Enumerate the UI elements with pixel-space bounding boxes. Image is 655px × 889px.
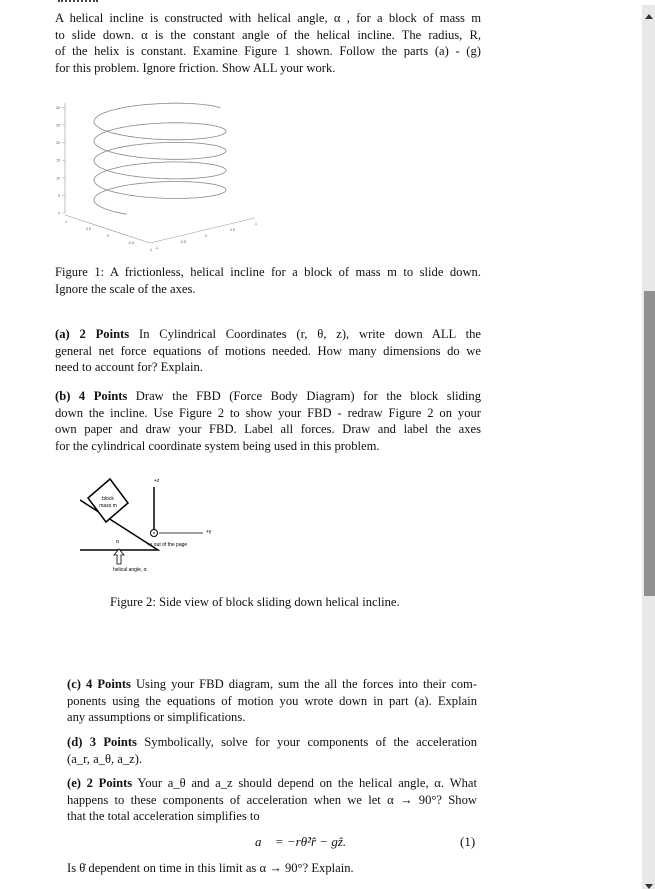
y-tick-label: 0 xyxy=(205,234,207,238)
part-d-label: (d) 3 Points xyxy=(67,735,137,749)
z-tick-label: 25 xyxy=(56,123,60,128)
part-e-line: happens to these components of acceleration when we let α → 90°? Show xyxy=(67,792,477,807)
y-tick-label: 0.5 xyxy=(230,228,235,232)
equation-text: a⃗ = −rθ̇²r̂ − gẑ. xyxy=(255,834,347,849)
x-tick-label: -1 xyxy=(149,248,153,252)
part-c-line: ponents using the equations of motion you wrote down in part (a). Explain xyxy=(67,693,477,708)
x-axis-label: +x out of the page xyxy=(147,542,188,548)
part-c-line: any assumptions or simplifications. xyxy=(67,710,246,725)
x-tick-label: -0.5 xyxy=(128,241,135,245)
figure1-caption xyxy=(55,264,481,297)
z-tick-label: 30 xyxy=(56,105,60,110)
z-tick-label: 10 xyxy=(56,176,60,181)
intro-line: A helical incline is constructed with helical angle, α , for a block of mass m xyxy=(55,11,481,25)
z-tick-label: 15 xyxy=(56,158,60,163)
z-axis-label: +z xyxy=(154,478,160,484)
intro-line: of the helix is constant. Examine Figure 1 shown. Follow the parts (a) - (g) xyxy=(55,44,481,59)
intro-line: to slide down. α is the constant angle of the helical incline. The radius, R, xyxy=(55,27,481,42)
x-tick-label: 0.5 xyxy=(86,227,91,231)
part-d xyxy=(67,734,477,767)
part-a-line: In Cylindrical Coordinates (r, θ, z), write down ALL the xyxy=(129,327,481,341)
part-e-line: that the total acceleration simplifies to xyxy=(67,809,260,824)
y-tick-label: -0.5 xyxy=(180,240,187,244)
intro-paragraph xyxy=(55,10,481,76)
up-arrow-icon xyxy=(114,549,124,564)
angle-label: helical angle, α xyxy=(113,567,147,573)
block-label: mass m xyxy=(99,503,117,509)
x-tick-label: 1 xyxy=(65,220,67,224)
part-b-line: for the cylindrical coordinate system being used in this problem. xyxy=(55,438,380,453)
scrollbar-thumb[interactable] xyxy=(644,291,655,596)
z-tick-label: 0 xyxy=(58,211,60,216)
part-b-line: Draw the FBD (Force Body Diagram) for the block sliding xyxy=(127,389,481,403)
cut-off-heading xyxy=(58,0,98,5)
vertical-scrollbar[interactable] xyxy=(642,5,655,889)
part-b xyxy=(55,388,481,454)
figure2-caption: Figure 2: Side view of block sliding down helical incline. xyxy=(110,595,400,609)
part-e-question: Is θ̇ dependent on time in this limit as α → 90°? Explain. xyxy=(67,861,354,875)
block-label: block xyxy=(102,496,114,502)
part-d-line: Symbolically, solve for your components of the acceleration xyxy=(136,735,478,749)
y-tick-label: 1 xyxy=(255,222,257,226)
intro-line: for this problem. Ignore friction. Show ALL your work. xyxy=(55,60,336,75)
part-c-line: Using your FBD diagram, sum the all the forces into their com- xyxy=(130,677,477,691)
z-tick-label: 20 xyxy=(56,141,60,146)
scroll-up-icon[interactable] xyxy=(645,14,653,19)
helix-curve xyxy=(94,103,226,214)
part-d-line: (a_r, a_θ, a_z). xyxy=(67,751,143,766)
z-tick-label: 5 xyxy=(58,193,60,198)
part-c-label: (c) 4 Points xyxy=(67,677,131,691)
part-e-line: Your a_θ and a_z should depend on the helical angle, α. What xyxy=(132,776,477,790)
figure2-diagram xyxy=(80,470,240,580)
alpha-label: α xyxy=(116,539,119,545)
part-b-line: own paper and draw your FBD. Label all forces. Draw and label the axes xyxy=(55,422,481,437)
helix-figure xyxy=(50,95,300,255)
part-a-line: general net force equations of motions needed. How many dimensions do we xyxy=(55,343,481,358)
x-tick-label: 0 xyxy=(107,234,109,238)
caption-line: Ignore the scale of the axes. xyxy=(55,281,196,296)
part-a-line: need to account for? Explain. xyxy=(55,360,203,375)
part-a xyxy=(55,326,481,376)
caption-line: Figure 1: A frictionless, helical incline for a block of mass m to slide down. xyxy=(55,265,481,279)
y-tick-label: -1 xyxy=(155,246,159,250)
scroll-down-icon[interactable] xyxy=(645,884,653,889)
part-a-label: (a) 2 Points xyxy=(55,327,130,341)
x-axis xyxy=(65,215,150,243)
part-e-label: (e) 2 Points xyxy=(67,776,133,790)
equation-number: (1) xyxy=(460,834,476,849)
y-axis xyxy=(150,218,255,243)
part-b-line: down the incline. Use Figure 2 to show your FBD - redraw Figure 2 on your xyxy=(55,405,481,420)
part-c xyxy=(67,676,477,726)
part-e xyxy=(67,775,477,825)
y-axis-label: +y xyxy=(206,529,212,535)
part-b-label: (b) 4 Points xyxy=(55,389,128,403)
